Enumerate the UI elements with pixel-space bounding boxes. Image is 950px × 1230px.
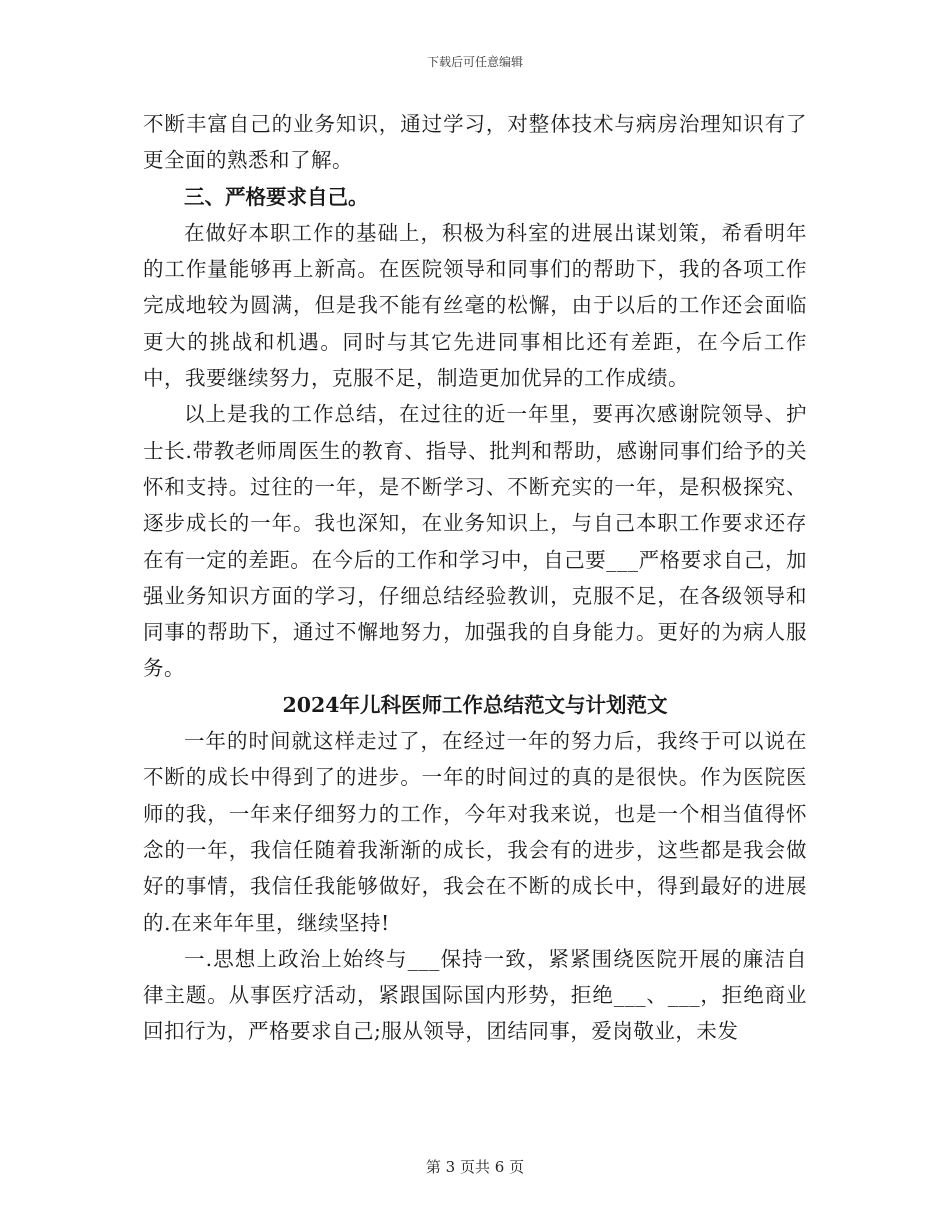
page-header-note: 下载后可任意编辑 xyxy=(426,55,523,69)
page-footer: 第 3 页共 6 页 xyxy=(425,1158,525,1176)
paragraph: 在做好本职工作的基础上，积极为科室的进展出谋划策，希看明年的工作量能够再上新高。在医院领导和同事们的帮助下，我的各项工作完成地较为圆满，但是我不能有丝毫的松懈，由于以后的工作还会面临更大的挑战和机遇。同时与其它先进同事相比还有差距，在今后工作中，我要继续努力，克服不足，制造更加优异的工作成绩。 xyxy=(143,220,807,391)
paragraph: 一.思想上政治上始终与___保持一致，紧紧围绕医院开展的廉洁自律主题。从事医疗活动，紧跟国际国内形势，拒绝___、___，拒绝商业回扣行为，严格要求自己;服从领导，团结同事，爱岗敬业，未发 xyxy=(143,946,807,1044)
document-title: 2024年儿科医师工作总结范文与计划范文 xyxy=(282,692,668,717)
paragraph: 一年的时间就这样走过了，在经过一年的努力后，我终于可以说在不断的成长中得到了的进步。一年的时间过的真的是很快。作为医院医师的我，一年来仔细努力的工作，今年对我来说，也是一个相当值得怀念的一年，我信任随着我渐渐的成长，我会有的进步，这些都是我会做好的事情，我信任我能够做好，我会在不断的成长中，得到最好的进展的.在来年年里，继续坚持! xyxy=(143,729,807,935)
document-body xyxy=(143,106,807,1050)
paragraph-continuation: 不断丰富自己的业务知识，通过学习，对整体技术与病房治理知识有了更全面的熟悉和了解。 xyxy=(143,112,807,173)
section-heading: 三、严格要求自己。 xyxy=(184,184,369,209)
paragraph: 以上是我的工作总结，在过往的近一年里，要再次感谢院领导、护士长.带教老师周医生的教育、指导、批判和帮助，感谢同事们给予的关怀和支持。过往的一年，是不断学习、不断充实的一年，是积极探究、逐步成长的一年。我也深知，在业务知识上，与自己本职工作要求还存在有一定的差距。在今后的工作和学习中，自己要___严格要求自己，加强业务知识方面的学习，仔细总结经验教训，克服不足，在各级领导和同事的帮助下，通过不懈地努力，加强我的自身能力。更好的为病人服务。 xyxy=(143,402,807,681)
